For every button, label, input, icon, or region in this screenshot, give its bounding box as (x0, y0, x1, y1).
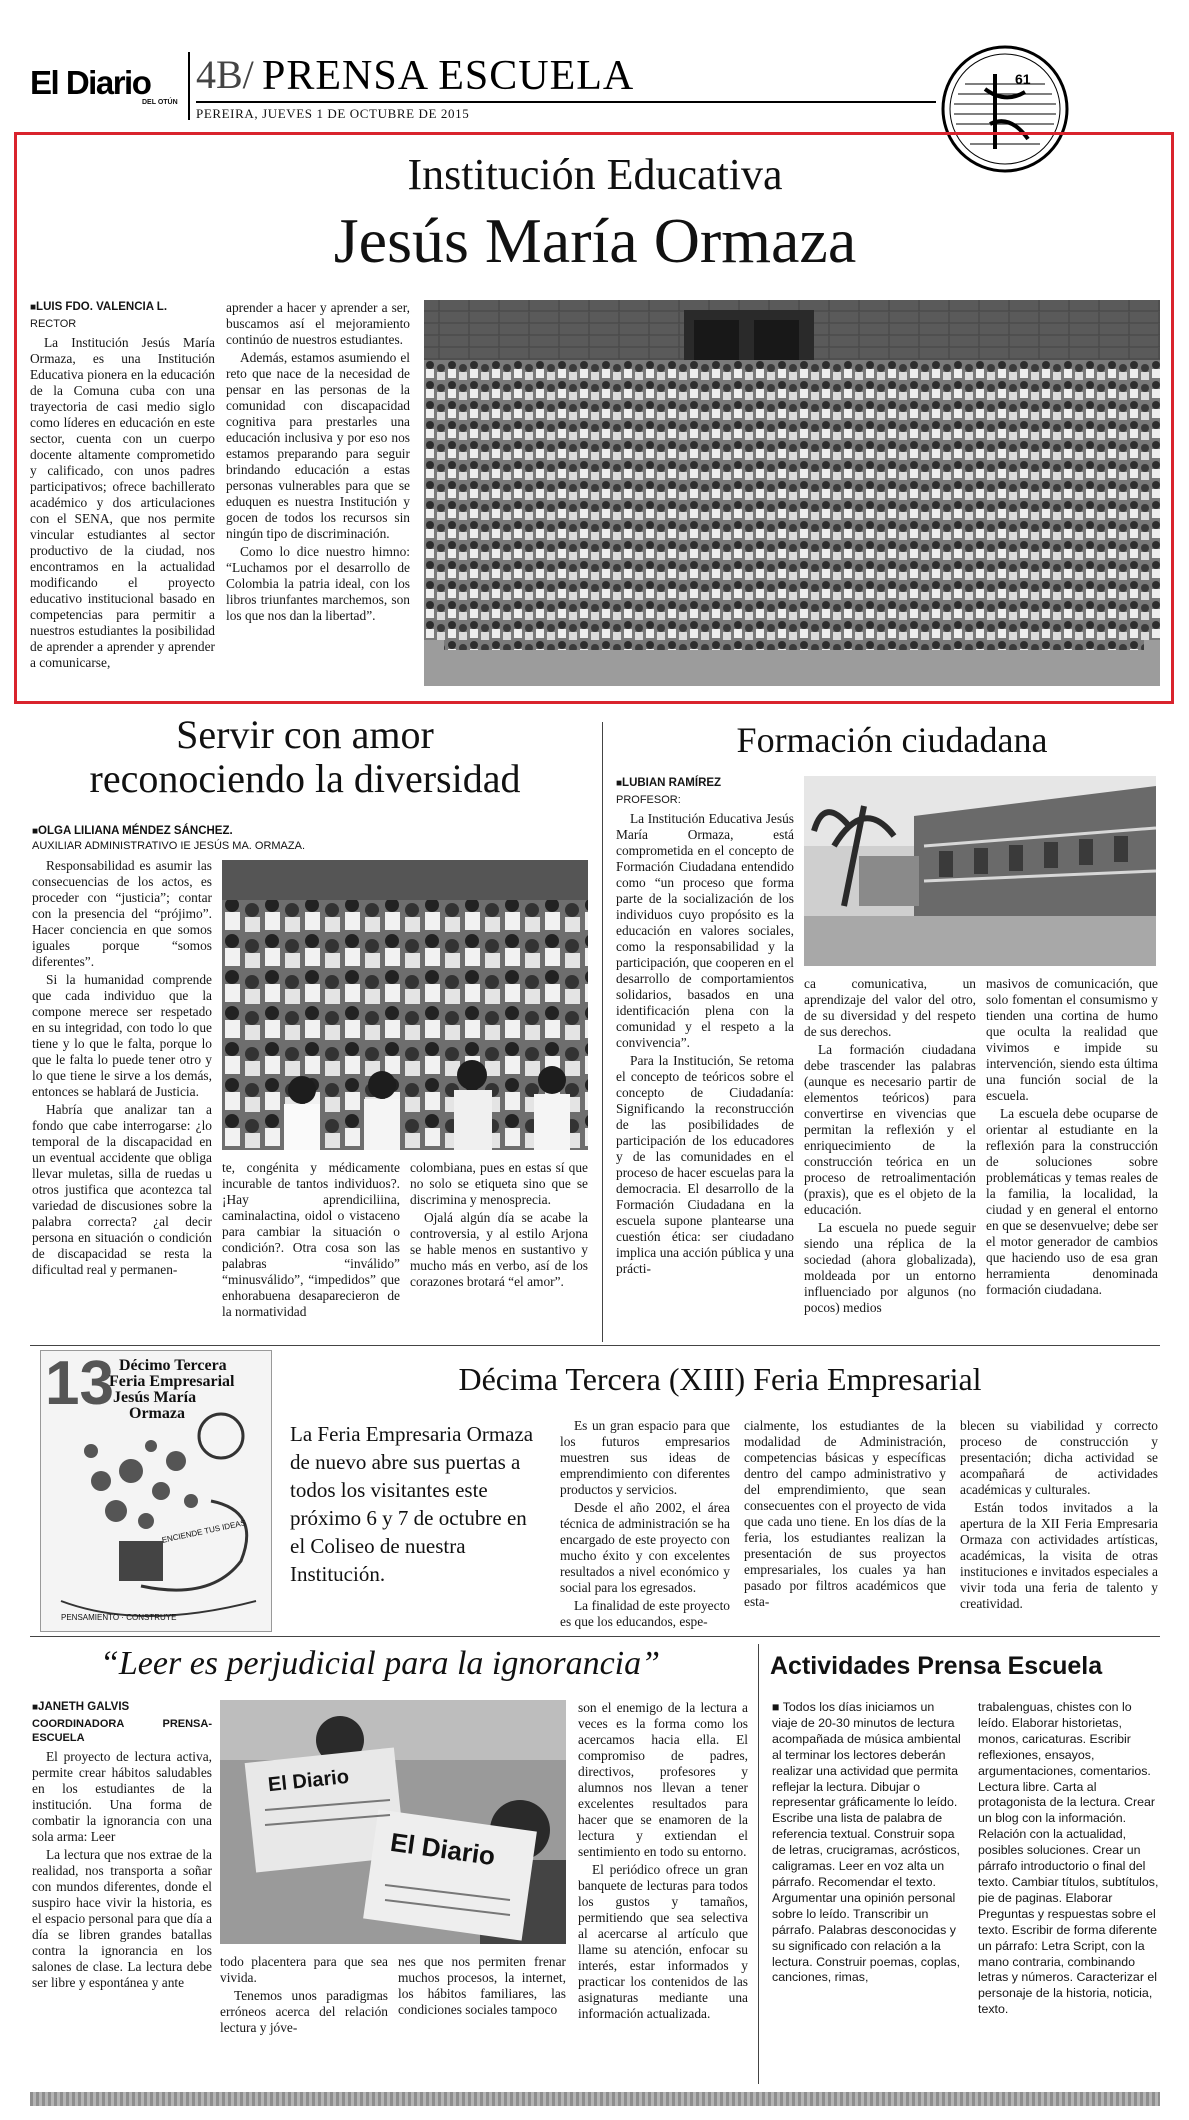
feria-paragraph: La finalidad de este proyecto es que los educandos, espe- (560, 1598, 730, 1629)
servir-paragraph: Si la humanidad comprende que cada individuo que la compone merece ser respetado en su integridad, con todo lo que tiene y lo que le falta, porque lo que le falta lo puede tener otro y lo que tiene le sirve a los demás, entonces se hablará de Justicia. (32, 972, 212, 1099)
masthead-divider (188, 52, 190, 120)
bullet-icon: ■ (772, 1700, 783, 1714)
poster-line-2: Feria Empresarial (109, 1373, 235, 1390)
logo (30, 66, 180, 116)
formacion-column-1 (616, 776, 794, 1279)
lead-column-2 (226, 300, 410, 626)
servir-role: AUXILIAR ADMINISTRATIVO IE JESÚS MA. ORMAZA. (32, 840, 306, 852)
feria-paragraph: Están todos invitados a la apertura de la XII Feria Empresaria Ormaza con actividades artísticas, académicas, la visita de otras instituciones e invitados especiales a vivir toda una feria de talento y creatividad. (960, 1500, 1158, 1611)
formacion-paragraph: La Institución Educativa Jesús María Ormaza, está comprometida en el concepto de Formación Ciudadana entendido como “un proceso que forma parte de la socialización de los individuos cuyo propósito es la educación en valores sociales, como la responsabilidad y la participación, que cooperen en el desarrollo de comportamientos solidarios, basados en una identificación plena con la comunidad y el respeto a la convivencia”. (616, 811, 794, 1050)
servir-paragraph: Habría que analizar tan a fondo que cabe interrogarse: ¿lo temporal de la discapacidad en un eventual accidente que obliga llevar muletas, silla de ruedas u otros justifica que acontezca tal variedad de discusiones sobre la palabra correcta? ¿al decir persona en situación o condición de discapacidad se resta la dificultad real y permanen- (32, 1102, 212, 1277)
servir-column-3 (410, 1160, 588, 1292)
formacion-paragraph: La formación ciudadana debe trascender las palabras (aunque es necesario partir de elementos teóricos) para convertirse en vivencias que permitan la reflexión y el enriquecimiento de la construcción teórica en un proceso de retroalimentación (praxis), que es el objeto de la educación. (804, 1042, 976, 1217)
masthead (0, 0, 1189, 125)
feria-lede: La Feria Empresaria Ormaza de nuevo abre sus puertas a todos los visitantes este próximo 6 y 7 de octubre en el Coliseo de nuestra Institución. (290, 1422, 534, 1586)
feria-paragraph: cialmente, los estudiantes de la modalidad de Administración, competencias básicas y específicas dentro del campo administrativo y del emprendimiento, que sean consecuentes con el proyecto de vida que cada uno tiene. En los días de la feria, los estudiantes realizan la presentación de sus proyectos empresariales, los cuales ya han pasado por filtros académicos que esta- (744, 1418, 946, 1609)
photo-newspaper-logo-1: El Diario (267, 1765, 351, 1797)
column-divider (602, 722, 603, 1342)
lead-paragraph: aprender a hacer y aprender a ser, buscamos así el mejoramiento continúo de nuestros estudiantes. (226, 300, 410, 347)
leer-paragraph: El periódico ofrece un gran banquete de lecturas para todos los gustos y tamaños, permitiendo que sea selectiva al acercarse al artículo que llame su atención, enfocar su interés, estar informados y practicar los contenidos de las asignaturas mediante una información actualizada. (578, 1862, 748, 2021)
leer-column-3 (398, 1954, 566, 2020)
dateline: PEREIRA, JUEVES 1 DE OCTUBRE DE 2015 (196, 106, 470, 121)
feria-column-1 (560, 1418, 730, 1632)
formacion-paragraph: Para la Institución, Se retoma el concepto de teóricos sobre el concepto de Ciudadanía: Significando la reconstrucción de las posibilidades de participación de los educadores y de las comunidades en el proceso de hacer escuelas para la democracia. El desarrollo de la Formación Ciudadana en la escuela supone plantearse una cuestión ética: ser ciudadano implica una acción pública y una prácti- (616, 1053, 794, 1276)
students-seated-photo (222, 860, 588, 1150)
section-divider (30, 1636, 1160, 1637)
formacion-role: PROFESOR: (616, 794, 681, 806)
logo-sub: DEL OTÚN (142, 99, 178, 106)
svg-text:61: 61 (1015, 71, 1031, 87)
poster-line-3: Jesús María (113, 1389, 197, 1406)
poster-number: 13 (45, 1350, 114, 1418)
lead-column-1 (30, 300, 215, 673)
leer-column-2 (220, 1954, 388, 2038)
leer-paragraph: La lectura que nos extrae de la realidad, nos transporta a soñar con mundos diferentes, donde el suspiro hace vivir la historia, es el espacio personal para que día a día se libren grandes batallas contra la ignorancia en los salones de clase. La lectura debe ser libre y espontánea y ante (32, 1847, 212, 1990)
feria-paragraph: Es un gran espacio para que los futuros empresarios muestren sus ideas de emprendimiento con diferentes productos y servicios. (560, 1418, 730, 1497)
servir-column-1 (32, 858, 212, 1280)
leer-column-4 (578, 1700, 748, 2024)
servir-paragraph: te, congénita y médicamente incurable de tantos individuos?. ¡Hay aprendiciliina, caminalactina, oidol o vistaceno para cambiar la situación o condición?. Otra cosa son las palabras “inválido” “minusválido”, “impedidos” que enhorabuena desaparecieron de la normatividad (222, 1160, 400, 1319)
lead-paragraph: Además, estamos asumiendo el reto que nace de la necesidad de pensar en las personas de la comunidad con discapacidad cognitiva para prestarles una educación inclusiva y por eso nos estamos preparando para seguir brindando educación a estas personas vulnerables para que se eduquen es nuestra Institución y gocen de todos los recursos sin ningún tipo de discriminación. (226, 350, 410, 541)
poster-line-4: Ormaza (129, 1405, 185, 1422)
feria-column-3 (960, 1418, 1158, 1614)
servir-paragraph: colombiana, pues en estas sí que no solo se etiqueta sino que se discrimina y menosprecia. (410, 1160, 588, 1207)
lead-author: ■ LUIS FDO. VALENCIA L. (30, 300, 215, 315)
formacion-column-3 (986, 976, 1158, 1300)
school-building-photo (804, 776, 1156, 966)
formacion-paragraph: La escuela debe ocuparse de orientar al estudiante en la reflexión para la construcción de soluciones sobre problemáticas y temas reales de la familia, la localidad, la ciudad y en general el entorno en que se desenvuelve; debe ser el motor generador de cambios que haciendo uso de esa gran herramienta denominada formación ciudadana. (986, 1106, 1158, 1297)
poster-line-1: Décimo Tercera (119, 1357, 227, 1374)
column-divider (758, 1644, 759, 2084)
logo-main: El Diario (30, 64, 151, 101)
leer-author: ■ JANETH GALVIS (32, 1700, 212, 1715)
leer-paragraph: nes que nos permiten frenar muchos procesos, la internet, los hábitos familiares, las condiciones sociales tampoco (398, 1954, 566, 2017)
leer-paragraph: todo placentera para que sea vivida. (220, 1954, 388, 1985)
footer-band (30, 2092, 1160, 2106)
feria-paragraph: Desde el año 2002, el área técnica de administración se ha encargado de este proyecto con mucho éxito y con excelentes resultados a nivel económico y social para los egresados. (560, 1500, 730, 1595)
servir-title-line-2: reconociendo la diversidad (89, 756, 521, 801)
students-reading-photo (220, 1700, 566, 1944)
leer-paragraph: Tenemos unos paradigmas erróneos acerca del relación lectura y jóve- (220, 1988, 388, 2035)
actividades-column-1 (772, 1700, 962, 1988)
feria-column-2 (744, 1418, 946, 1612)
section-title: PRENSA ESCUELA (262, 53, 635, 99)
formacion-paragraph: ca comunicativa, un aprendizaje del valor del otro, de su diversidad y del respeto de sus derechos. (804, 976, 976, 1039)
page-label: 4B/ (196, 52, 254, 97)
actividades-column-2 (978, 1700, 1164, 2020)
leer-paragraph: El proyecto de lectura activa, permite crear hábitos saludables en los estudiantes de la institución. Una forma de combatir la ignorancia con una sola arma: Leer (32, 1749, 212, 1844)
formacion-author: ■ LUBIAN RAMÍREZ (616, 776, 794, 791)
servir-paragraph: Responsabilidad es asumir las consecuencias de los actos, es proceder con “justicia”; contar con la presencia del “prójimo”. Hacer conciencia en que somos iguales porque “somos diferentes”. (32, 858, 212, 969)
lead-kicker: Institución Educativa (407, 150, 783, 199)
actividades-text: Todos los días iniciamos un viaje de 20-30 minutos de lectura acompañada de música ambiental al terminar los lectores deberán realizar una actividad que permita reflejar la lectura. Dibujar o representar gráficamente lo leído. Escribe una lista de palabra de referencia textual. Construir sopa de letras, crucigramas, acrósticos, caligramas. Leer en voz alta un párrafo. Recomendar el texto. Argumentar una opinión personal sobre lo leído. Transcribir un párrafo. Palabras desconocidas y su significado con relación a la lectura. Construir poemas, coplas, canciones, rimas, (772, 1700, 961, 1985)
photo-newspaper-logo-2: El Diario (388, 1826, 498, 1872)
poster-arc-1: ENCIENDE TUS IDEAS (161, 1518, 247, 1545)
feria-title: Décima Tercera (XIII) Feria Empresarial (458, 1361, 982, 1397)
section-divider (30, 1345, 1160, 1346)
feria-poster (40, 1350, 272, 1632)
actividades-title: Actividades Prensa Escuela (770, 1652, 1103, 1680)
students-assembly-photo (424, 300, 1160, 686)
leer-column-1 (32, 1700, 212, 1993)
servir-column-2 (222, 1160, 400, 1322)
formacion-title: Formación ciudadana (736, 720, 1048, 760)
feria-paragraph: blecen su viabilidad y correcto proceso de construcción y presentación; dicha actividad se acompañará de actividades académicas y culturales. (960, 1418, 1158, 1497)
leer-title: “Leer es perjudicial para la ignorancia” (99, 1645, 661, 1682)
servir-byline (32, 824, 592, 852)
poster-arc-2: PENSAMIENTO · CONSTRUYE (61, 1613, 177, 1622)
lead-paragraph: Como lo dice nuestro himno: “Luchamos por el desarrollo de Colombia la patria ideal, con los libros triunfantes marchemos, son los que nos dan la libertad”. (226, 544, 410, 623)
servir-author: ■ OLGA LILIANA MÉNDEZ SÁNCHEZ. (32, 824, 592, 839)
actividades-text: trabalenguas, chistes con lo leído. Elaborar historietas, monos, caricaturas. Escribir reflexiones, ensayos, argumentaciones, comentarios. Lectura libre. Carta al protagonista de la lectura. Crear un blog con la información. Relación con la actualidad, posibles soluciones. Crear un párrafo introductorio o final del texto. Cambiar títulos, subtítulos, pie de paginas. Elaborar Preguntas y respuestas sobre el texto. Escribir de forma diferente un párrafo: Letra Script, con la mano contraria, combinando letras y números. Caracterizar el personaje de la historia, noticia, texto. (978, 1700, 1159, 2017)
lead-role: RECTOR (30, 318, 77, 330)
formacion-paragraph: La escuela no puede seguir siendo una réplica de la sociedad (ahora globalizada), moldeada por un entorno influenciado por algunos (no pocos) medios (804, 1220, 976, 1315)
actividades-paragraph (772, 1700, 962, 1986)
servir-paragraph: Ojalá algún día se acabe la controversia, y al estilo Arjona se hable menos en sustantivo y mucho más en verbo, así de los corazones brotará “el amor”. (410, 1210, 588, 1289)
formacion-column-2 (804, 976, 976, 1318)
servir-title-line-1: Servir con amor (176, 712, 434, 757)
formacion-paragraph: masivos de comunicación, que solo fomentan el consumismo y tienden una cortina de humo que oculta la realidad que vivimos e impide su intervención, siendo esta última una función social de la escuela. (986, 976, 1158, 1103)
leer-role: COORDINADORA PRENSA-ESCUELA (32, 1718, 212, 1744)
lead-paragraph: La Institución Jesús María Ormaza, es una Institución Educativa pionera en la educación de la Comuna cuba con una trayectoria de casi medio siglo como líderes en educación en este sector, cuenta con un cuerpo docente altamente comprometido y calificado, con unos padres participativos; ofrece bachillerato académico y dos articulaciones con el SENA, que nos permite vincular estudiantes al sector productivo de la ciudad, nos encontramos en la actualidad modificando el proyecto educativo institucional basado en competencias para permitir a nuestros estudiantes la posibilidad de aprender a aprender y aprender a comunicarse, (30, 335, 215, 670)
lead-title: Jesús María Ormaza (333, 205, 857, 276)
leer-paragraph: son el enemigo de la lectura a veces es la forma como los acercamos hacia ella. El compromiso de padres, directivos, profesores y alumnos nos llevan a tener excelentes resultados para hacer que se enamoren de la lectura y extiendan el sentimiento en todo su entorno. (578, 1700, 748, 1859)
masthead-rule (196, 101, 936, 103)
